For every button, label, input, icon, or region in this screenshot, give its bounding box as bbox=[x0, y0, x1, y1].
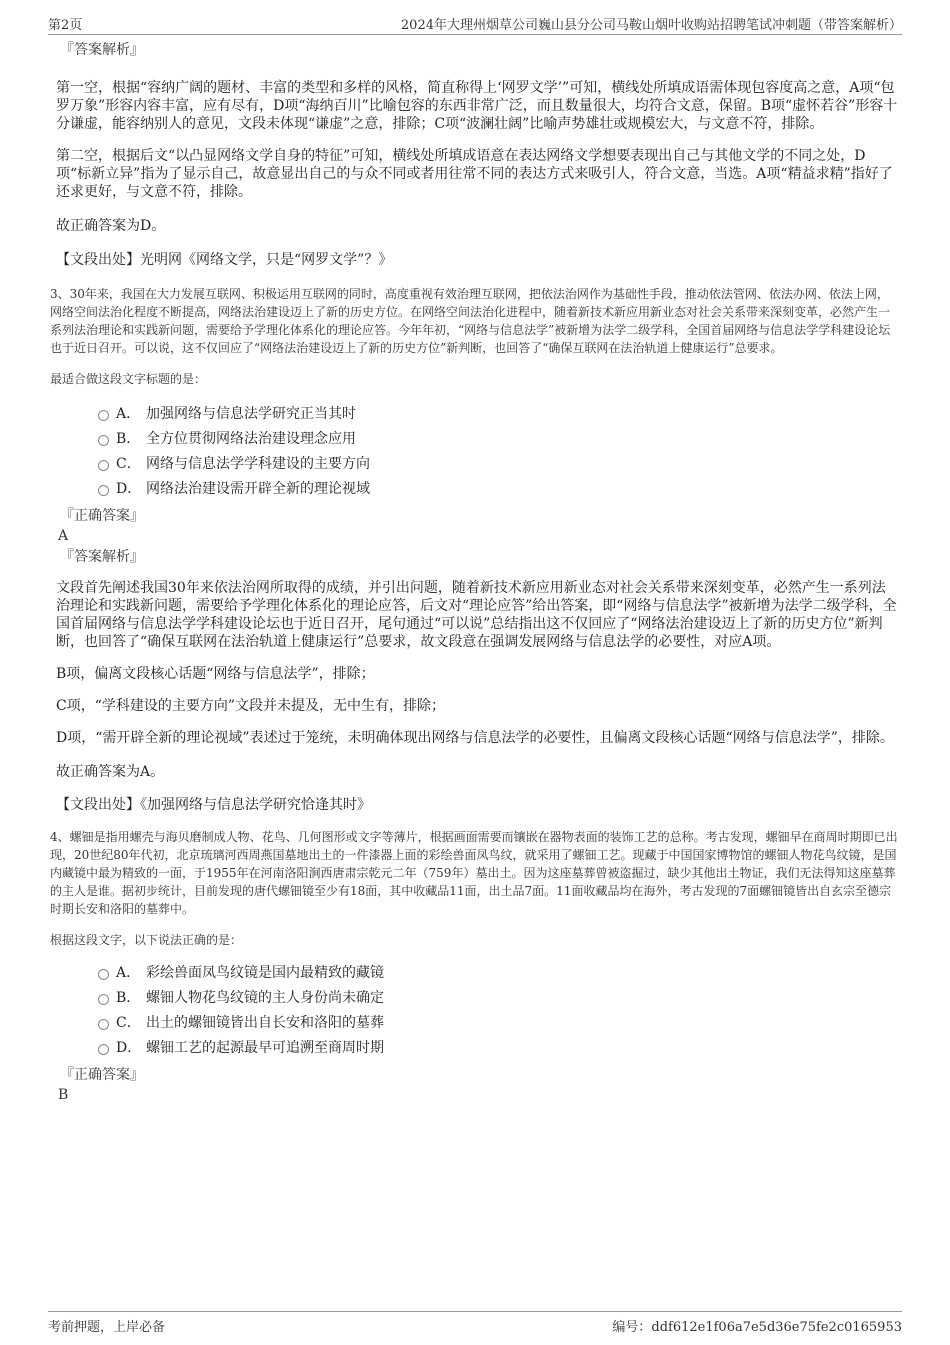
option-letter: A． bbox=[116, 406, 141, 422]
document-code: 编号：ddf612e1f06a7e5d36e75fe2c0165953 bbox=[612, 1320, 902, 1335]
option-text: 螺钿工艺的起源最早可追溯至商周时期 bbox=[146, 1040, 384, 1056]
radio-icon[interactable] bbox=[98, 1044, 109, 1055]
correct-answer-label: 『正确答案』 bbox=[60, 1067, 144, 1083]
footer-slogan: 考前押题，上岸必备 bbox=[48, 1320, 166, 1335]
question-stem: 3、30年来，我国在大力发展互联网、积极运用互联网的同时，高度重视有效治理互联网，把依法治网作为基础性手段，推动依法管网、依法办网、依法上网，网络空间法治化程度不断提高，网络法治建设迈上了新的历史方位。在网络空间法治化进程中，随着新技术新应用新业态对社会关系带来深刻变革，必然产生一系列法治理论和实践新问题，需要给予学理化体系化的理论应答。今年年初，“网络与信息法学”被新增为法学二级学科，全国首届网络与信息法学学科建设论坛也于近日召开。可以说，这不仅回应了“网络法治建设迈上了新的历史方位”新判断，也回答了“确保互联网在法治轨道上健康运行”总要求。 bbox=[50, 287, 891, 355]
radio-icon[interactable] bbox=[98, 435, 109, 446]
radio-icon[interactable] bbox=[98, 410, 109, 421]
analysis-paragraph: 第一空，根据“容纳广阔的题材、丰富的类型和多样的风格，简直称得上‘网罗文学’”可知，横线处所填成语需体现包容度高之意，A项“包罗万象”形容内容丰富，应有尽有，D项“海纳百川”比喻包容的东西非常广泛，而且数量很大，均符合文意，保留。B项“虚怀若谷”形容十分谦虚，能容纳别人的意见，文段未体现“谦虚”之意，排除；C项“波澜壮阔”比喻声势雄壮或规模宏大，与文意不符，排除。 bbox=[56, 80, 898, 132]
option-list bbox=[56, 402, 898, 502]
option-item[interactable] bbox=[56, 1036, 898, 1061]
answer-conclusion: 故正确答案为A。 bbox=[56, 764, 165, 780]
option-item[interactable] bbox=[56, 986, 898, 1011]
answer-conclusion: 故正确答案为D。 bbox=[56, 218, 166, 234]
analysis-paragraph: 第二空，根据后文“以凸显网络文学自身的特征”可知，横线处所填成语意在表达网络文学想要表现出自己与其他文学的不同之处，D项“标新立异”指为了显示自己，故意显出自己的与众不同或者用往常不同的表达方式来吸引人，符合文意，当选。A项“精益求精”指好了还求更好，与文意不符，排除。 bbox=[56, 148, 893, 200]
option-text: 网络法治建设需开辟全新的理论视域 bbox=[146, 481, 370, 497]
page-content bbox=[50, 40, 898, 1105]
option-letter: A． bbox=[116, 965, 141, 981]
radio-icon[interactable] bbox=[98, 1019, 109, 1030]
page-number: 第2页 bbox=[48, 18, 83, 33]
option-item[interactable] bbox=[56, 961, 898, 986]
option-letter: C． bbox=[116, 456, 141, 472]
correct-answer: B bbox=[58, 1087, 69, 1103]
page-header bbox=[48, 12, 902, 35]
option-text: 彩绘兽面凤鸟纹镜是国内最精致的藏镜 bbox=[146, 965, 384, 981]
option-item[interactable] bbox=[56, 427, 898, 452]
option-item[interactable] bbox=[56, 452, 898, 477]
option-letter: C． bbox=[116, 1015, 141, 1031]
option-text: 网络与信息法学学科建设的主要方向 bbox=[146, 456, 370, 472]
radio-icon[interactable] bbox=[98, 969, 109, 980]
question-prompt: 最适合做这段文字标题的是： bbox=[50, 372, 207, 386]
document-title: 2024年大理州烟草公司巍山县分公司马鞍山烟叶收购站招聘笔试冲刺题（带答案解析） bbox=[400, 18, 902, 33]
page-footer bbox=[48, 1311, 902, 1338]
analysis-label: 『答案解析』 bbox=[60, 42, 144, 58]
option-letter: B． bbox=[116, 431, 141, 447]
option-text: 螺钿人物花鸟纹镜的主人身份尚未确定 bbox=[146, 990, 384, 1006]
analysis-label: 『答案解析』 bbox=[60, 549, 144, 565]
option-text: 出土的螺钿镜皆出自长安和洛阳的墓葬 bbox=[146, 1015, 384, 1031]
option-text: 加强网络与信息法学研究正当其时 bbox=[146, 406, 356, 422]
analysis-paragraph: C项，“学科建设的主要方向”文段并未提及，无中生有，排除； bbox=[56, 698, 446, 714]
radio-icon[interactable] bbox=[98, 460, 109, 471]
source-citation: 【文段出处】《加强网络与信息法学研究恰逢其时》 bbox=[56, 797, 371, 813]
option-item[interactable] bbox=[56, 477, 898, 502]
option-letter: D． bbox=[116, 1040, 142, 1056]
analysis-paragraph: D项，“需开辟全新的理论视域”表述过于笼统，未明确体现出网络与信息法学的必要性，且偏离文段核心话题“网络与信息法学”，排除。 bbox=[56, 730, 894, 746]
source-citation: 【文段出处】光明网《网络文学，只是“网罗文学”？》 bbox=[56, 252, 393, 268]
option-item[interactable] bbox=[56, 1011, 898, 1036]
question-stem: 4、螺钿是指用螺壳与海贝磨制成人物、花鸟、几何图形或文字等薄片，根据画面需要而镶嵌在器物表面的装饰工艺的总称。考古发现，螺钿早在商周时期即已出现，20世纪80年代初，北京琉璃河西周燕国墓地出土的一件漆器上面的彩绘兽面凤鸟纹，就采用了螺钿工艺。现藏于中国国家博物馆的螺钿人物花鸟纹镜，是国内藏镜中最为精致的一面，于1955年在河南洛阳涧西唐肃宗乾元二年（759年）墓出土。因为这座墓葬曾被盗掘过，缺少其他出土物证，我们无法得知这座墓葬的主人是谁。据初步统计，目前发现的唐代螺钿镜至少有18面，其中收藏品11面，出土品7面。11面收藏品均在海外，考古发现的7面螺钿镜皆出自玄宗至德宗时期长安和洛阳的墓葬中。 bbox=[50, 830, 898, 916]
radio-icon[interactable] bbox=[98, 994, 109, 1005]
question-prompt: 根据这段文字，以下说法正确的是： bbox=[50, 933, 243, 947]
option-item[interactable] bbox=[56, 402, 898, 427]
radio-icon[interactable] bbox=[98, 485, 109, 496]
option-letter: B． bbox=[116, 990, 141, 1006]
option-list bbox=[56, 961, 898, 1061]
option-text: 全方位贯彻网络法治建设理念应用 bbox=[146, 431, 356, 447]
analysis-paragraph: 文段首先阐述我国30年来依法治网所取得的成绩，并引出问题，随着新技术新应用新业态对社会关系带来深刻变革，必然产生一系列法治理论和实践新问题，需要给予学理化体系化的理论应答，后文对“理论应答”给出答案，即“网络与信息法学”被新增为法学二级学科，全国首届网络与信息法学学科建设论坛也于近日召开，尾句通过“可以说”总结指出这不仅回应了“网络法治建设迈上了新的历史方位”新判断，也回答了“确保互联网在法治轨道上健康运行”总要求，故文段意在强调发展网络与信息法学的必要性，对应A项。 bbox=[56, 580, 897, 650]
analysis-paragraph: B项，偏离文段核心话题“网络与信息法学”，排除； bbox=[56, 666, 375, 682]
correct-answer-label: 『正确答案』 bbox=[60, 508, 144, 524]
correct-answer: A bbox=[58, 528, 69, 544]
option-letter: D． bbox=[116, 481, 142, 497]
